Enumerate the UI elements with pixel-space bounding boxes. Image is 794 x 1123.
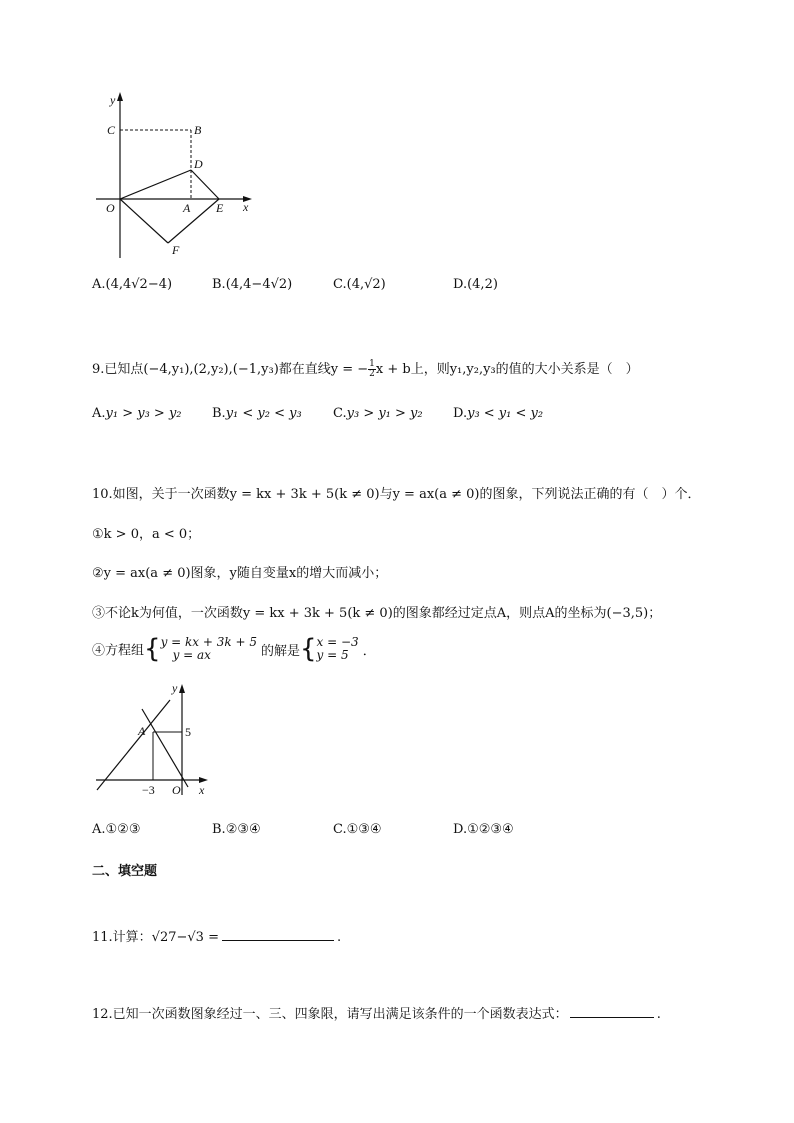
q10-statement-2: ②y = ax(a ≠ 0)图象，y随自变量x的增大而减小；: [92, 566, 388, 581]
y-axis-arrow: [179, 684, 185, 693]
segment-OF: [120, 199, 168, 243]
q9-stem: 9.已知点(−4,y₁),(2,y₂),(−1,y₃)都在直线y = − $\frac{1}{2}x + b$上，则y₁,y₂,y₃的值的大小关系是（ ）: [92, 359, 639, 379]
q10-option-a[interactable]: A.①②③: [92, 822, 141, 837]
label-E: E: [216, 201, 224, 215]
q11: 11.计算：√27−√3 = .: [92, 930, 342, 945]
label-x: x: [199, 783, 205, 797]
label-neg3: −3: [142, 783, 155, 797]
fraction: $\frac{1}{2}$: [369, 359, 375, 379]
segment-FE: [168, 199, 219, 243]
answer-blank[interactable]: [570, 1005, 654, 1018]
solution-system: x = −3 y = 5: [316, 635, 359, 662]
segment-DE: [191, 170, 219, 199]
q10-stem: 10.如图，关于一次函数y = kx + 3k + 5(k ≠ 0)与y = ax(a ≠ 0)的图象，下列说法正确的有（ ）个．: [92, 487, 701, 502]
q9-option-b[interactable]: B.y₁ < y₂ < y₃: [212, 406, 302, 421]
label-y: y: [110, 93, 116, 107]
square-figure: [88, 88, 263, 268]
line-ax: [142, 709, 188, 787]
q10-option-b[interactable]: B.②③④: [212, 822, 261, 837]
q8-option-a[interactable]: A.(4,4√2−4): [92, 277, 173, 292]
q9-option-c[interactable]: C.y₃ > y₁ > y₂: [333, 406, 423, 421]
answer-blank[interactable]: [222, 928, 334, 941]
label-B: B: [194, 123, 202, 137]
label-A: A: [138, 724, 146, 738]
q8-option-c[interactable]: C.(4,√2): [333, 277, 386, 292]
q9-option-d[interactable]: D.y₃ < y₁ < y₂: [453, 406, 544, 421]
q10-statement-1: ①k > 0，a < 0；: [92, 527, 201, 542]
label-D: D: [194, 157, 203, 171]
section-heading: 二、填空题: [92, 864, 158, 879]
label-O: O: [172, 783, 181, 797]
q12: 12.已知一次函数图象经过一、三、四象限，请写出满足该条件的一个函数表达式： .: [92, 1007, 661, 1022]
label-x: x: [243, 200, 249, 214]
q10-option-c[interactable]: C.①③④: [333, 822, 382, 837]
line-kx: [97, 700, 170, 790]
q10-statement-3: ③不论k为何值，一次函数y = kx + 3k + 5(k ≠ 0)的图象都经过定点A，则点A的坐标为(−3,5)；: [92, 606, 662, 621]
equation-system: y = kx + 3k + 5 y = ax: [160, 635, 257, 662]
linear-functions-figure: [92, 680, 222, 800]
q8-option-b[interactable]: B.(4,4−4√2): [212, 277, 293, 292]
y-axis-arrow: [117, 92, 123, 101]
label-F: F: [172, 243, 180, 257]
q9-option-a[interactable]: A.y₁ > y₃ > y₂: [92, 406, 182, 421]
q10-statement-4: ④方程组{ y = kx + 3k + 5 y = ax 的解是{ x = −3 y = 5 ．: [92, 634, 376, 664]
q8-option-d[interactable]: D.(4,2): [453, 277, 498, 292]
segment-OD: [120, 170, 191, 199]
label-y: y: [172, 681, 178, 695]
label-five: 5: [185, 725, 191, 739]
label-A: A: [183, 201, 191, 215]
q10-option-d[interactable]: D.①②③④: [453, 822, 514, 837]
label-O: O: [106, 201, 115, 215]
label-C: C: [107, 123, 116, 137]
